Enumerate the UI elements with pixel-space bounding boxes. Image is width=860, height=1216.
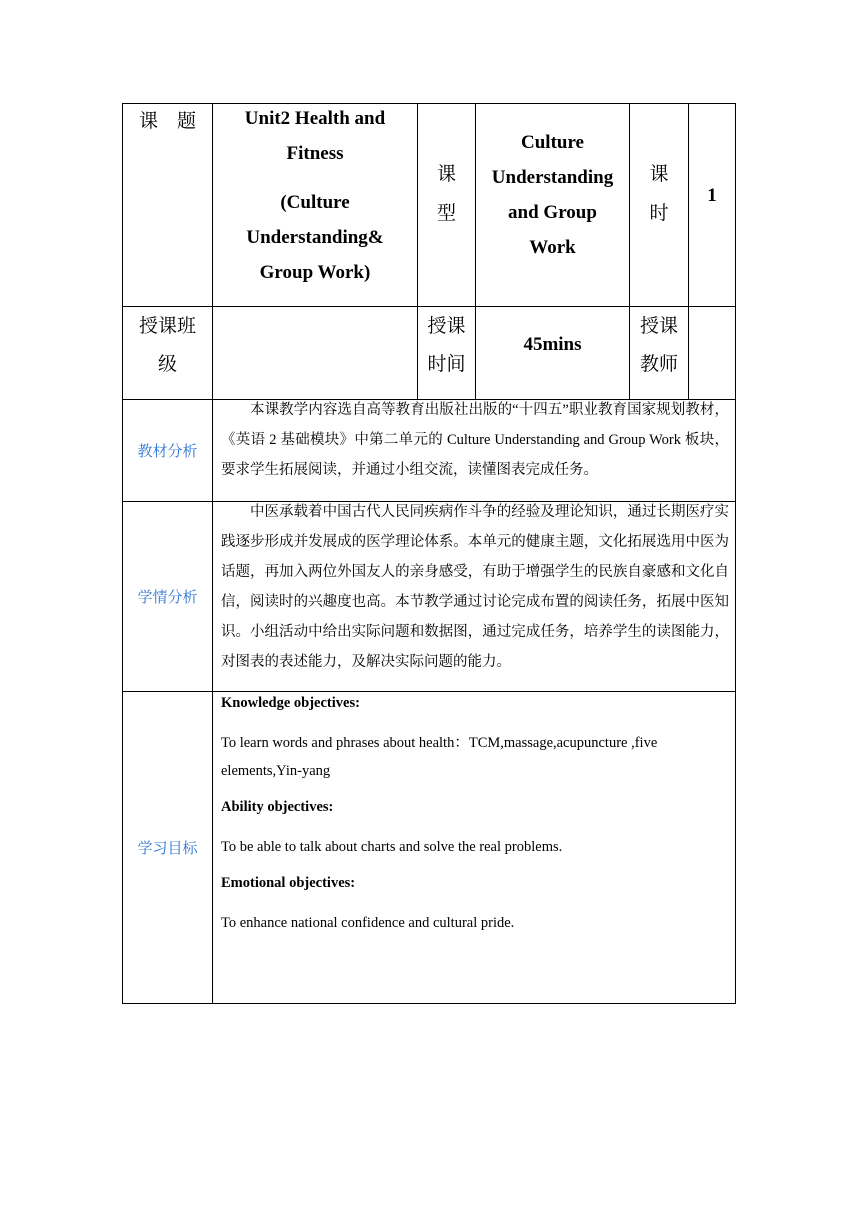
time-value-cell (476, 307, 630, 400)
time-label-line1: 授课 (427, 316, 466, 337)
hours-value-cell (689, 104, 736, 307)
emotional-objectives-heading: Emotional objectives: (221, 875, 356, 891)
topic-subtitle-line1: (Culture (280, 192, 350, 213)
time-label-cell (418, 307, 476, 400)
teacher-value-cell (689, 307, 736, 400)
topic-subtitle-line2: Understanding& (246, 227, 384, 248)
topic-title-line2: Fitness (286, 143, 344, 164)
class-label-cell (123, 307, 213, 400)
topic-value-cell (213, 104, 418, 307)
type-label-cell (418, 104, 476, 307)
class-row (123, 307, 736, 400)
hours-label-cell (630, 104, 689, 307)
type-value-line4: Work (529, 237, 576, 258)
material-analysis-text: 本课教学内容选自高等教育出版社出版的“十四五”职业教育国家规划教材，《英语 2 基础模块》中第二单元的 Culture Understanding and Group Work 板块，要求学生拓展阅读，并通过小组交流，读懂图表完成任务。 (221, 402, 729, 478)
learner-analysis-row (123, 502, 736, 692)
teacher-label-line2: 教师 (639, 354, 678, 375)
time-label-line2: 时间 (427, 354, 466, 375)
learner-analysis-text: 中医承载着中国古代人民同疾病作斗争的经验及理论知识，通过长期医疗实践逐步形成并发展成的医学理论体系。本单元的健康主题，文化拓展选用中医为话题，再加入两位外国友人的亲身感受，有助于增强学生的民族自豪感和文化自信，阅读时的兴趣度也高。本节教学通过讨论完成布置的阅读任务，拓展中医知识。小组活动中给出实际问题和数据图，通过完成任务，培养学生的读图能力，对图表的表述能力，及解决实际问题的能力。 (221, 504, 729, 670)
topic-subtitle-line3: Group Work) (259, 262, 371, 283)
knowledge-objectives-text: To learn words and phrases about health：TCM,massage,acupuncture ,five elements,Yin-yang (221, 735, 658, 779)
learner-analysis-cell (213, 502, 736, 692)
class-value-cell (213, 307, 418, 400)
class-label-line1: 授课班 (138, 316, 196, 337)
material-analysis-row (123, 400, 736, 502)
class-label-line2: 级 (157, 354, 177, 375)
topic-title-line1: Unit2 Health and (244, 108, 386, 129)
type-value-line2: Understanding (491, 167, 614, 188)
type-label-line2: 型 (436, 203, 456, 224)
ability-objectives-heading: Ability objectives: (221, 799, 334, 815)
ability-objectives-text: To be able to talk about charts and solve the real problems. (221, 839, 563, 855)
hours-label-line1: 课 (649, 164, 669, 185)
topic-label-cell (123, 104, 213, 307)
time-value: 45mins (523, 334, 582, 355)
type-label-line1: 课 (436, 164, 456, 185)
learning-goals-label: 学习目标 (123, 692, 213, 1004)
hours-label-line2: 时 (649, 203, 669, 224)
knowledge-objectives-heading: Knowledge objectives: (221, 695, 360, 711)
topic-label: 课 题 (138, 111, 196, 132)
material-analysis-cell (213, 400, 736, 502)
teacher-label-line1: 授课 (639, 316, 678, 337)
type-value-cell (476, 104, 630, 307)
material-analysis-label: 教材分析 (123, 400, 213, 502)
type-value-line3: and Group (508, 202, 597, 223)
lesson-plan-table (122, 103, 736, 1004)
learner-analysis-label: 学情分析 (123, 502, 213, 692)
learning-goals-row (123, 692, 736, 1004)
teacher-label-cell (630, 307, 689, 400)
learning-goals-cell (213, 692, 736, 1004)
learning-goals-content (213, 693, 735, 937)
type-value-line1: Culture (521, 132, 584, 153)
emotional-objectives-text: To enhance national confidence and cultural pride. (221, 915, 515, 931)
title-row (123, 104, 736, 307)
hours-value: 1 (707, 185, 717, 206)
